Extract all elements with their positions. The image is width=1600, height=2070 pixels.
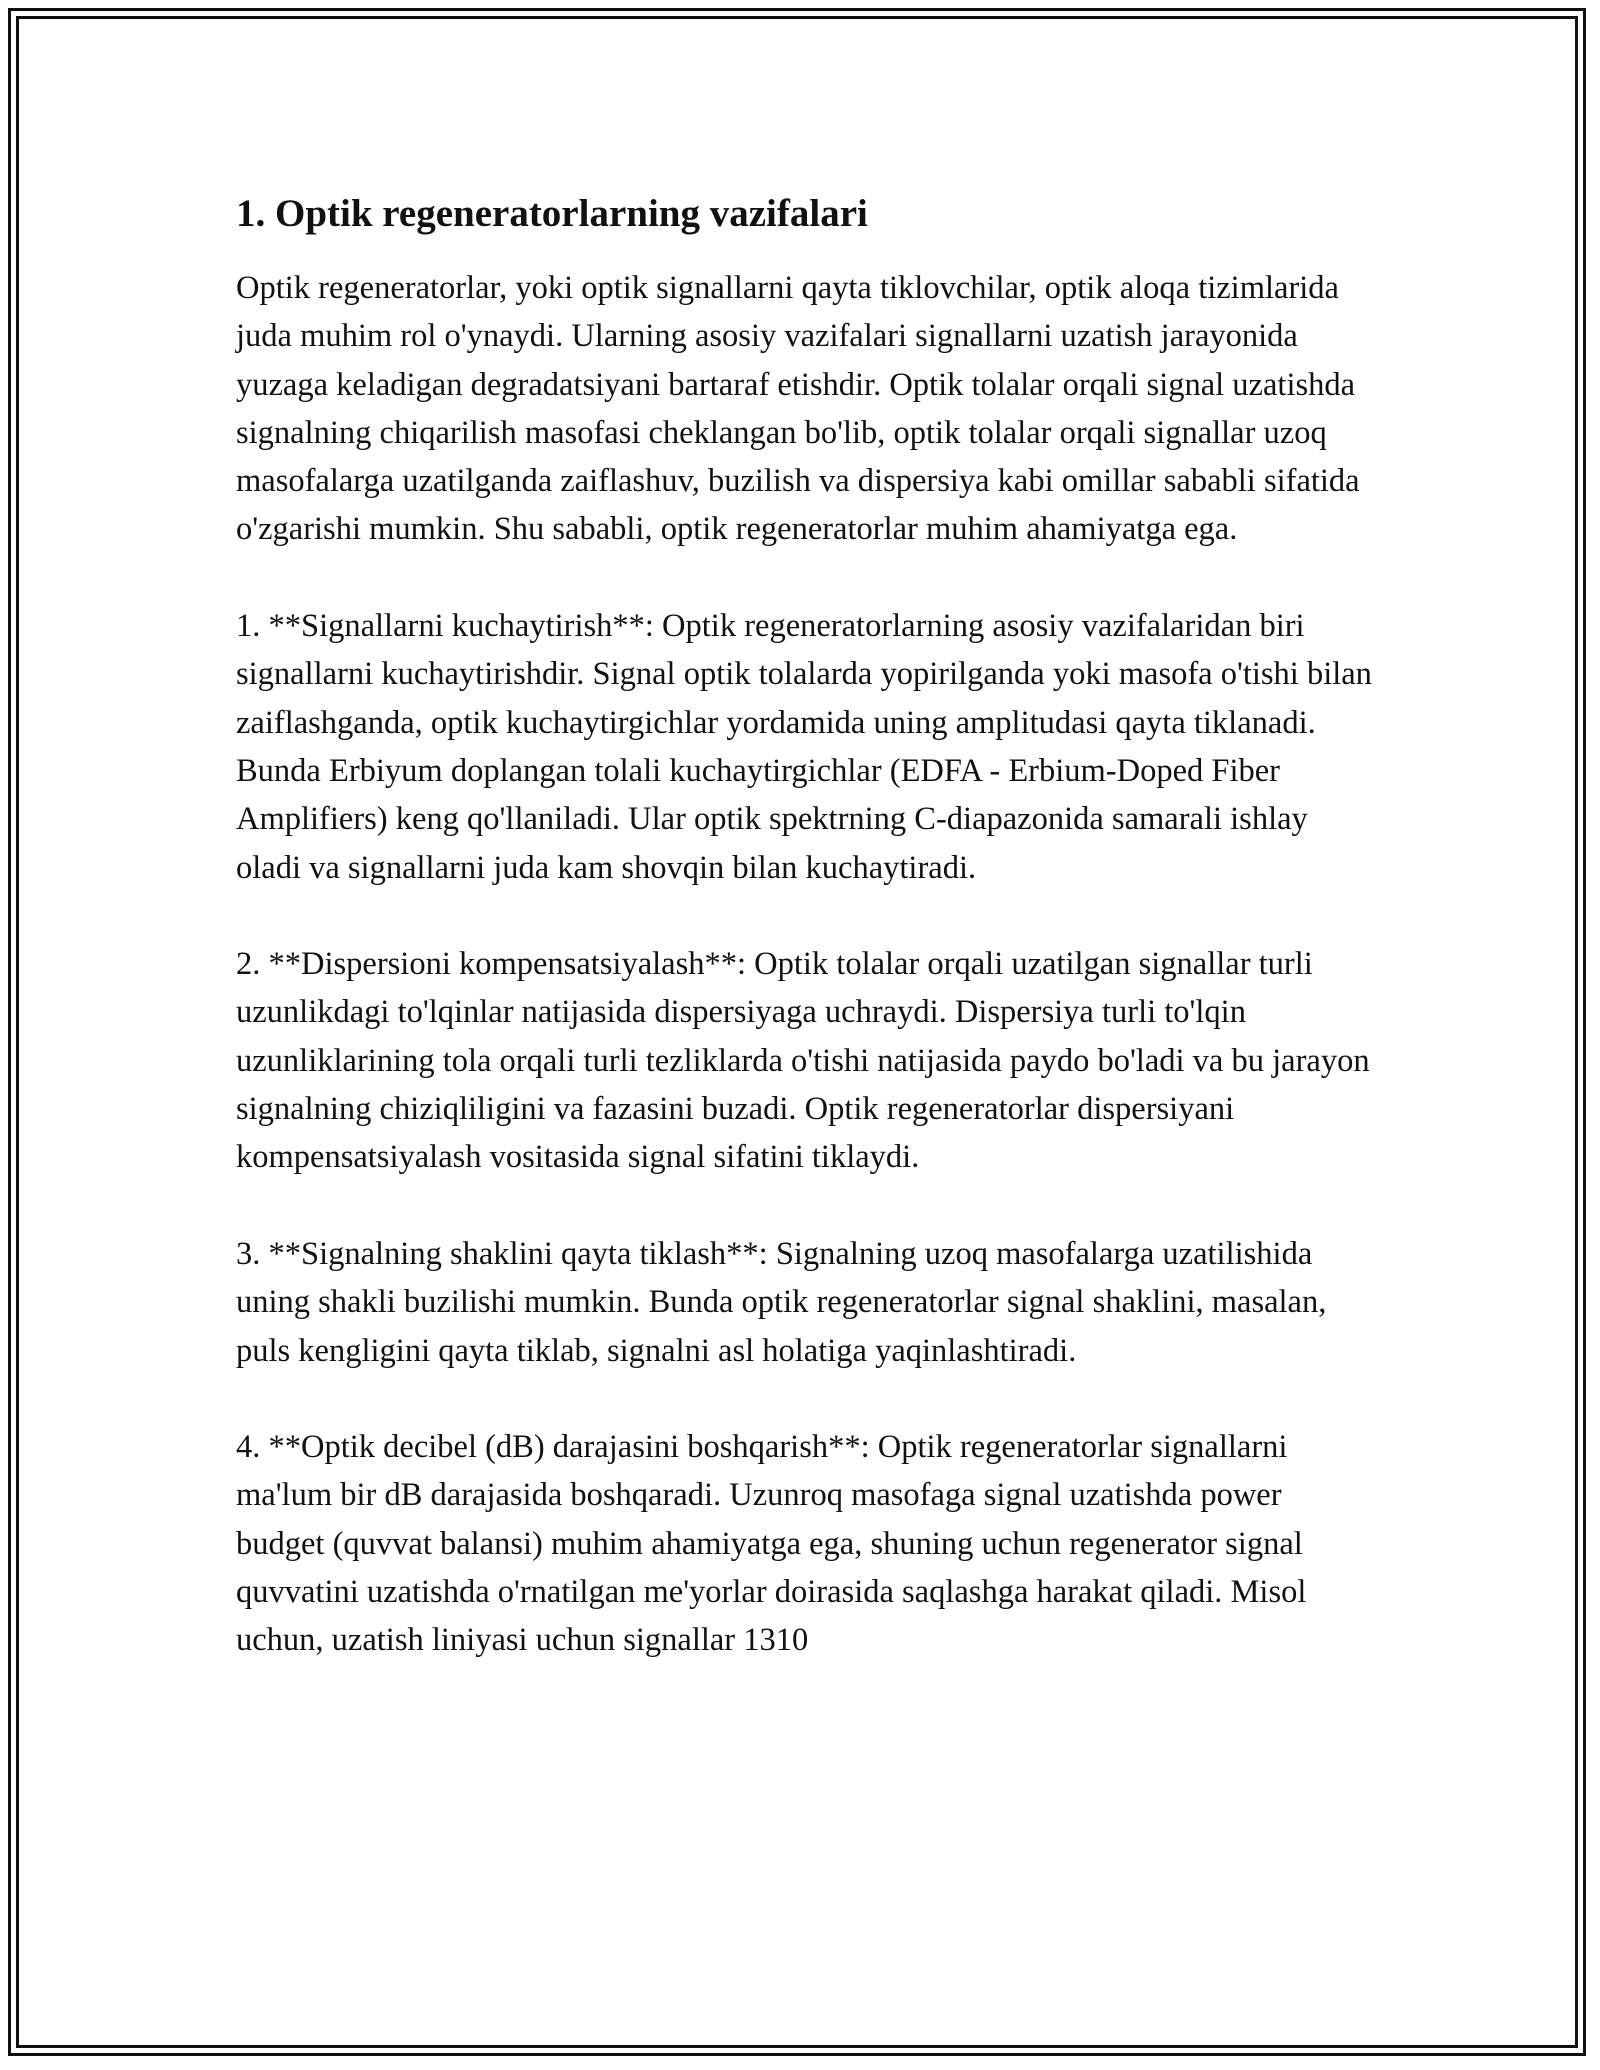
section-title: 1. Optik regeneratorlarning vazifalari	[236, 192, 868, 235]
intro-paragraph: Optik regeneratorlar, yoki optik signallarni qayta tiklovchilar, optik aloqa tizimlarida juda muhim rol o'ynaydi. Ularning asosiy vazifalari signallarni uzatish jarayonida yuzaga keladigan degradatsiyani bartaraf etishdir. Optik tolalar orqali signal uzatishda signalning chiqarilish masofasi cheklangan bo'lib, optik tolalar orqali signallar uzoq masofalarga uzatilganda zaiflashuv, buzilish va dispersiya kabi omillar sababli sifatida o'zgarishi mumkin. Shu sababli, optik regeneratorlar muhim ahamiyatga ega.	[236, 270, 1360, 548]
paragraph-signal-reshaping: 3. **Signalning shaklini qayta tiklash**: Signalning uzoq masofalarga uzatilishida uning shakli buzilishi mumkin. Bunda optik regeneratorlar signal shaklini, masalan, puls kengligini qayta tiklab, signalni asl holatiga yaqinlashtiradi.	[236, 1235, 1327, 1369]
paragraph-db-level-control: 4. **Optik decibel (dB) darajasini boshqarish**: Optik regeneratorlar signallarni ma'lum bir dB darajasida boshqaradi. Uzunroq masofaga signal uzatishda power budget (quvvat balansi) muhim ahamiyatga ega, shuning uchun regenerator signal quvvatini uzatishda o'rnatilgan me'yorlar doirasida saqlashga harakat qiladi. Misol uchun, uzatish liniyasi uchun signallar 1310	[236, 1429, 1307, 1659]
document-body	[236, 186, 1376, 1713]
paragraph-dispersion-compensation: 2. **Dispersioni kompensatsiyalash**: Optik tolalar orqali uzatilgan signallar turli uzunlikdagi to'lqinlar natijasida dispersiyaga uchraydi. Dispersiya turli to'lqin uzunliklarining tola orqali turli tezliklarda o'tishi natijasida paydo bo'ladi va bu jarayon signalning chiziqliligini va fazasini buzadi. Optik regeneratorlar dispersiyani kompensatsiyalash vositasida signal sifatini tiklaydi.	[236, 946, 1370, 1176]
paragraph-signal-amplification: 1. **Signallarni kuchaytirish**: Optik regeneratorlarning asosiy vazifalaridan biri signallarni kuchaytirishdir. Signal optik tolalarda yopirilganda yoki masofa o'tishi bilan zaiflashganda, optik kuchaytirgichlar yordamida uning amplitudasi qayta tiklanadi. Bunda Erbiyum doplangan tolali kuchaytirgichlar (EDFA - Erbium-Doped Fiber Amplifiers) keng qo'llaniladi. Ular optik spektrning C-diapazonida samarali ishlay oladi va signallarni juda kam shovqin bilan kuchaytiradi.	[236, 608, 1372, 886]
